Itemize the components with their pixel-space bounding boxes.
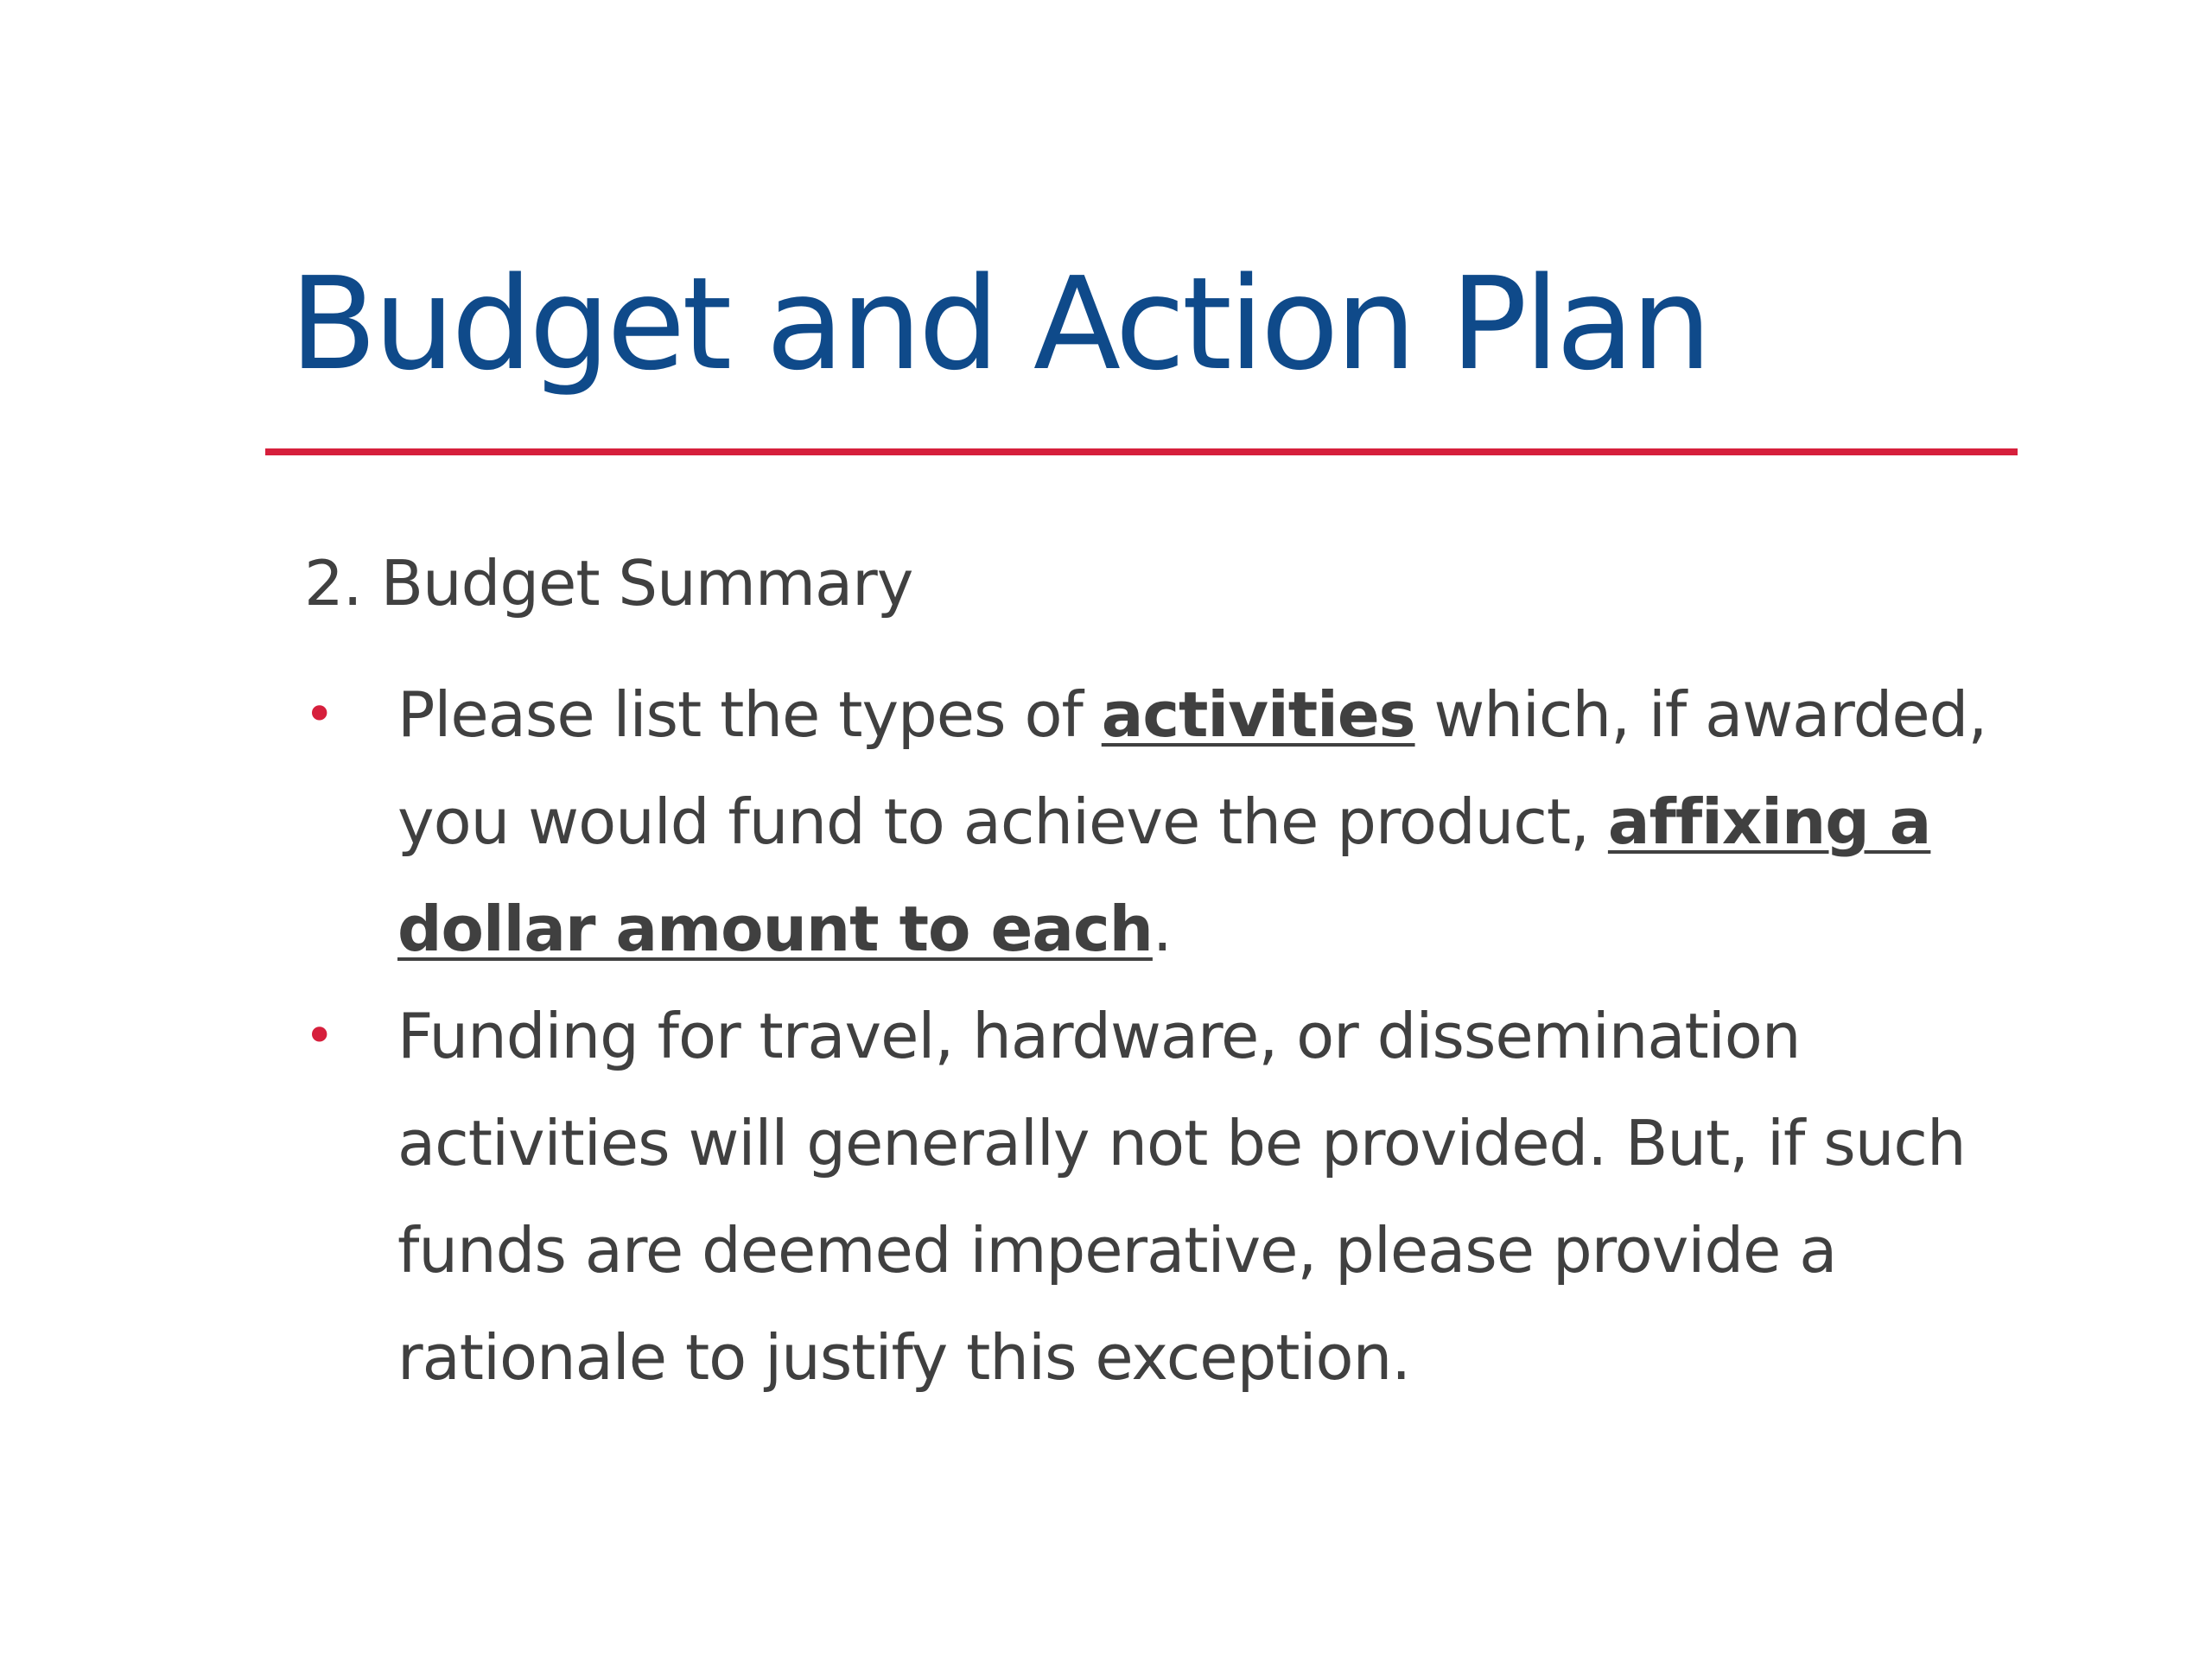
bullet-item-funding bbox=[304, 982, 2022, 1411]
slide-title: Budget and Action Plan bbox=[289, 250, 1709, 398]
bullet-icon: • bbox=[304, 1006, 334, 1066]
bullet-text: . bbox=[1152, 893, 1172, 965]
bullet-line: activities will generally not be provided. But, if such bbox=[397, 1107, 1966, 1179]
bullet-line: rationale to justify this exception. bbox=[397, 1321, 1411, 1394]
section-subheading: 2. Budget Summary bbox=[304, 547, 913, 620]
bullet-line bbox=[397, 661, 2022, 768]
title-divider bbox=[265, 448, 2018, 455]
bullet-line: funds are deemed imperative, please provide a bbox=[397, 1214, 1837, 1287]
emphasis-dollar-amount: dollar amount to each bbox=[397, 893, 1153, 965]
bullet-item-activities bbox=[304, 661, 2022, 982]
slide-body bbox=[304, 540, 2024, 1411]
bullet-line: Funding for travel, hardware, or dissemination bbox=[397, 1000, 1801, 1072]
bullet-text: you would fund to achieve the product, bbox=[397, 785, 1608, 858]
bullet-list bbox=[304, 661, 2024, 1411]
bullet-text: Please list the types of bbox=[397, 678, 1102, 751]
bullet-line bbox=[397, 768, 2022, 875]
bullet-icon: • bbox=[304, 684, 334, 745]
bullet-text: which, if awarded, bbox=[1414, 678, 1987, 751]
bullet-line bbox=[397, 875, 2022, 982]
emphasis-activities: activities bbox=[1101, 678, 1415, 751]
emphasis-affixing: affixing a bbox=[1607, 785, 1931, 858]
